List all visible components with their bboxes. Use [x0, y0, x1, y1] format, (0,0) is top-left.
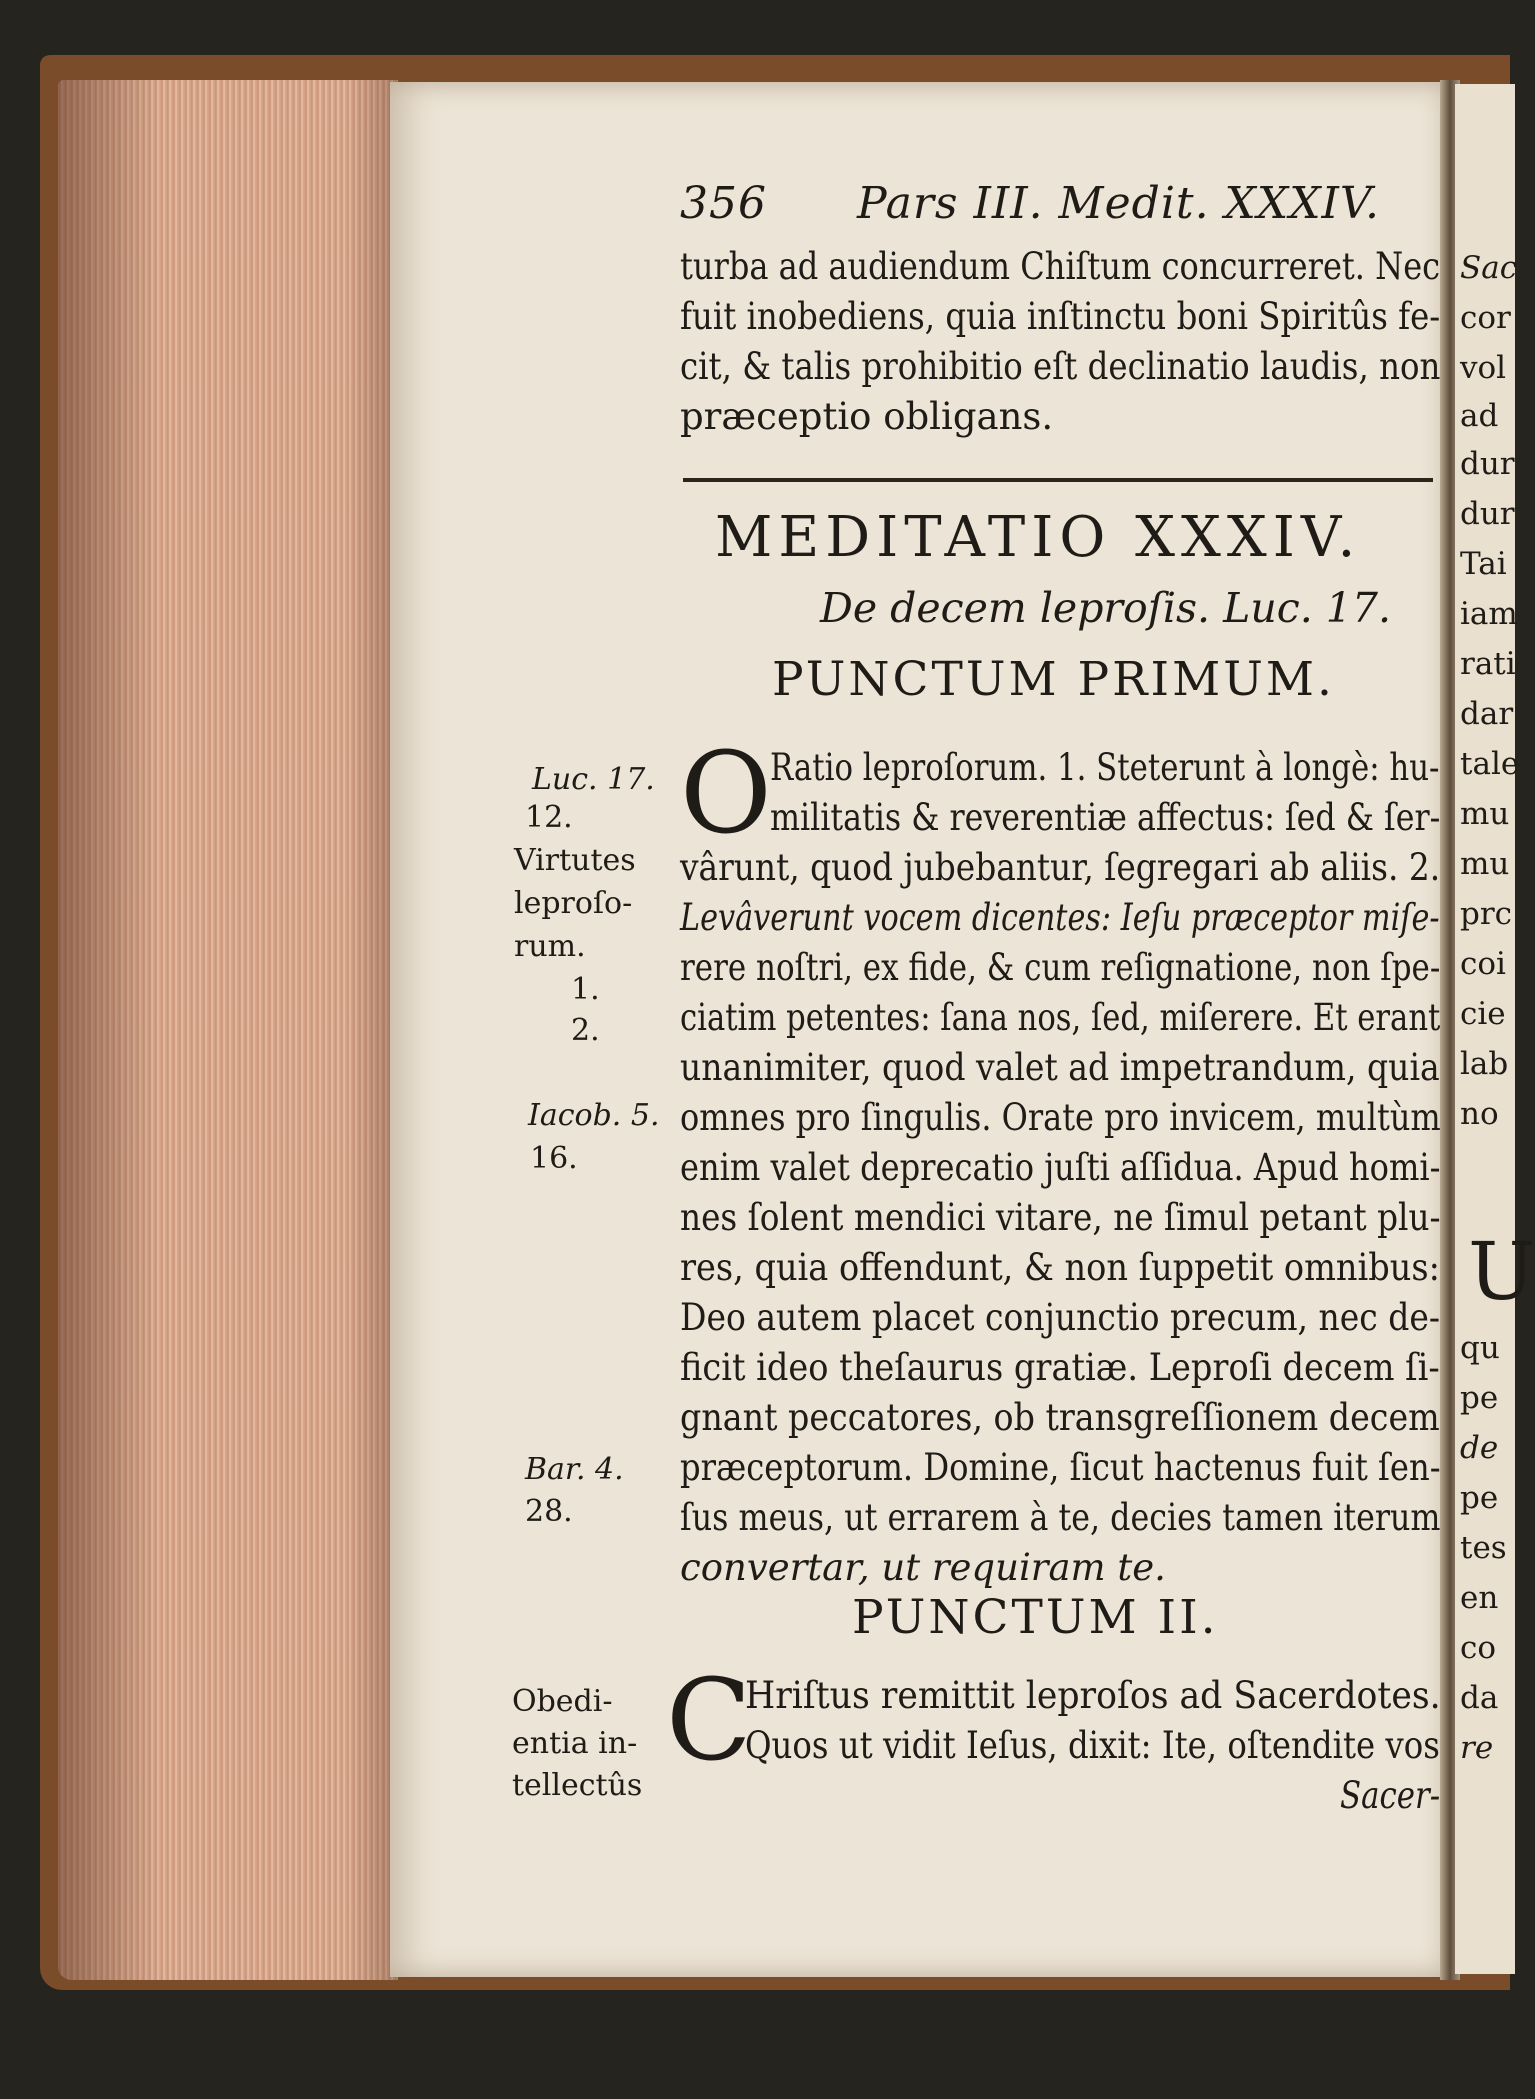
meditation-subtitle: De decem leproſis. Luc. 17. [820, 584, 1391, 632]
right-fragment: cor [1460, 300, 1511, 336]
punctum-2-heading: PUNCTUM II. [852, 1590, 1219, 1645]
right-fragment: pe [1460, 1480, 1499, 1516]
right-fragment: Sac [1460, 250, 1518, 286]
text-line: vârunt, quod jubebantur, ſegregari ab aliis. 2. [680, 846, 1441, 889]
punctum-1-heading: PUNCTUM PRIMUM. [772, 652, 1335, 707]
text-line: Ratio leproſorum. 1. Steterunt à longè: hu- [770, 746, 1440, 789]
right-fragment: da [1460, 1680, 1499, 1716]
margin-ref-bar-verse: 28. [525, 1494, 573, 1529]
text-line: omnes pro ſingulis. Orate pro invicem, multùm [680, 1096, 1441, 1139]
catchword: Sacer- [1340, 1774, 1441, 1817]
right-fragment: mu [1460, 846, 1510, 882]
right-fragment: dur [1460, 496, 1515, 532]
drop-cap-o: O [680, 729, 772, 859]
text-line: turba ad audiendum Chiſtum concurreret. Nec [680, 245, 1441, 288]
margin-note: Virtutes [514, 843, 636, 878]
right-fragment: re [1460, 1730, 1494, 1766]
drop-cap-c: C [666, 1656, 752, 1786]
text-line: nes ſolent mendici vitare, ne ſimul petant plu- [680, 1196, 1441, 1239]
margin-ref-iacob-verse: 16. [530, 1141, 578, 1176]
margin-note: 1. [571, 972, 600, 1007]
right-fragment: dar [1460, 696, 1514, 732]
text-line: enim valet deprecatio juſti aſſidua. Apud homi- [680, 1146, 1441, 1189]
margin-note: 2. [571, 1013, 600, 1048]
margin-note: leproſo- [514, 886, 633, 921]
page-number: 356 [680, 178, 767, 229]
text-line: Levâverunt vocem dicentes: Ieſu præceptor miſe- [680, 896, 1440, 939]
margin-ref-luc-verse: 12. [525, 800, 573, 835]
page-edges-shadow [58, 80, 398, 1980]
text-line: Hriſtus remittit leproſos ad Sacerdotes. [745, 1674, 1441, 1717]
text-line: præceptio obligans. [680, 395, 1054, 438]
margin-ref-iacob: Iacob. 5. [528, 1098, 660, 1133]
margin-note: rum. [514, 929, 586, 964]
right-fragment: lab [1460, 1046, 1509, 1082]
text-line: militatis & reverentiæ affectus: ſed & ſer- [770, 796, 1441, 839]
right-fragment: vol [1460, 350, 1507, 386]
running-header [680, 178, 1380, 229]
text-line: ciatim petentes: ſana nos, ſed, miſerere. Et erant [680, 996, 1441, 1039]
margin-note: Obedi- [512, 1684, 613, 1719]
text-line: Deo autem placet conjunctio precum, nec de- [680, 1296, 1441, 1339]
right-fragment: Tai [1460, 546, 1507, 582]
right-fragment: dur [1460, 446, 1515, 482]
text-line: convertar, ut requiram te. [680, 1546, 1166, 1589]
running-title: Pars III. Medit. XXXIV. [856, 178, 1380, 229]
right-fragment: coi [1460, 946, 1506, 982]
margin-ref-bar: Bar. 4. [525, 1452, 624, 1487]
right-fragment: qu [1460, 1330, 1500, 1366]
text-line: unanimiter, quod valet ad impetrandum, quia [680, 1046, 1440, 1089]
margin-note: entia in- [512, 1726, 638, 1761]
right-fragment: iam [1460, 596, 1518, 632]
right-fragment: en [1460, 1580, 1499, 1616]
text-line: cit, & talis prohibitio eſt declinatio laudis, non [680, 345, 1441, 388]
margin-ref-luc: Luc. 17. [532, 762, 655, 797]
right-fragment: cie [1460, 996, 1506, 1032]
right-fragment: tes [1460, 1530, 1507, 1566]
right-fragment: pe [1460, 1380, 1499, 1416]
text-line: gnant peccatores, ob transgreſſionem decem [680, 1396, 1440, 1439]
text-line: ſus meus, ut errarem à te, decies tamen iterum [680, 1496, 1441, 1539]
margin-note: tellectûs [512, 1768, 643, 1803]
text-line: res, quia offendunt, & non ſuppetit omnibus: [680, 1246, 1440, 1289]
meditation-title: MEDITATIO XXXIV. [715, 505, 1362, 570]
text-line: præceptorum. Domine, ſicut hactenus fuit ſen- [680, 1446, 1441, 1489]
right-fragment: co [1460, 1630, 1497, 1666]
right-fragment: no [1460, 1096, 1499, 1132]
right-fragment: prc [1460, 896, 1513, 932]
section-rule [683, 478, 1433, 482]
right-fragment: ad [1460, 398, 1499, 434]
right-drop-cap: U [1468, 1225, 1535, 1318]
right-fragment: rati [1460, 646, 1516, 682]
right-fragment: de [1460, 1430, 1499, 1466]
text-line: Quos ut vidit Ieſus, dixit: Ite, oſtendite vos [745, 1724, 1440, 1767]
text-line: ficit ideo theſaurus gratiæ. Leproſi decem ſi- [680, 1346, 1440, 1389]
right-fragment: mu [1460, 796, 1510, 832]
right-fragment: tale [1460, 746, 1520, 782]
text-line: fuit inobediens, quia inſtinctu boni Spiritûs fe- [680, 295, 1441, 338]
text-line: rere noſtri, ex fide, & cum reſignatione, non ſpe- [680, 946, 1441, 989]
